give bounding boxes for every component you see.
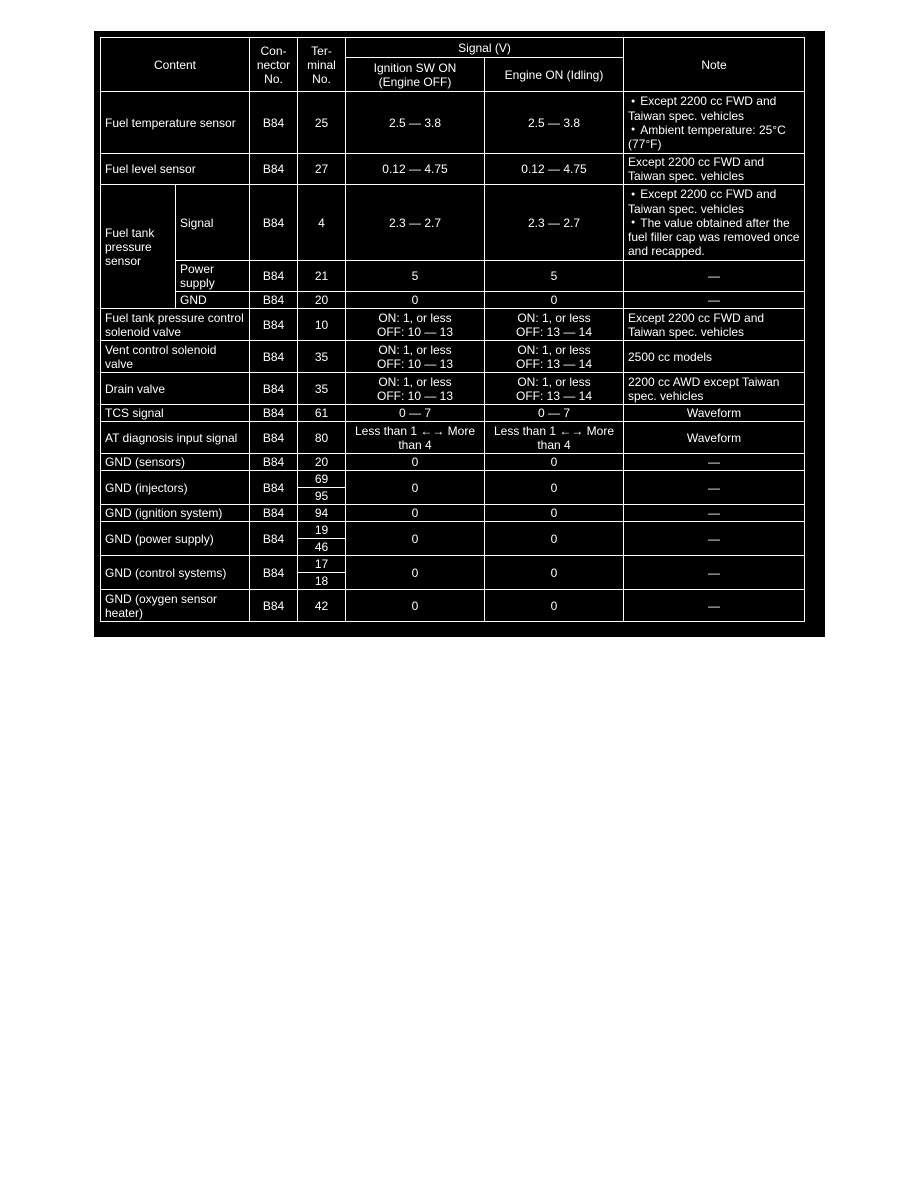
row-content: Power supply [176,261,250,292]
table-row [101,590,805,622]
row-ign-value: 2.3 — 2.7 [346,185,485,261]
row-terminal: 19 [298,522,346,539]
row-terminal: 42 [298,590,346,622]
row-note: — [624,261,805,292]
row-note: Waveform [624,405,805,422]
row-content: Drain valve [101,373,250,405]
row-terminal: 27 [298,154,346,185]
row-content: Fuel tank pressure control solenoid valve [101,309,250,341]
row-ign-value: 2.5 — 3.8 [346,92,485,154]
row-note: — [624,556,805,590]
row-eng-value: 2.3 — 2.7 [485,185,624,261]
row-note: 2500 cc models [624,341,805,373]
header-signal: Signal (V) [346,38,624,58]
row-connector: B84 [250,341,298,373]
header-content: Content [101,38,250,92]
table-row [101,261,805,292]
row-content: Fuel temperature sensor [101,92,250,154]
row-terminal: 95 [298,488,346,505]
row-terminal: 10 [298,309,346,341]
row-ign-value: 0 [346,522,485,556]
row-connector: B84 [250,471,298,505]
row-note: — [624,590,805,622]
table-row [101,154,805,185]
table-row [101,556,805,573]
row-content: AT diagnosis input signal [101,422,250,454]
row-content: Vent control solenoid valve [101,341,250,373]
row-content: GND (sensors) [101,454,250,471]
row-note: Except 2200 cc FWD and Taiwan spec. vehicles [624,309,805,341]
row-content: GND (ignition system) [101,505,250,522]
row-connector: B84 [250,522,298,556]
row-terminal: 20 [298,454,346,471]
row-note: — [624,505,805,522]
row-connector: B84 [250,454,298,471]
row-connector: B84 [250,92,298,154]
row-ign-value: ON: 1, or less OFF: 10 — 13 [346,341,485,373]
row-terminal: 35 [298,373,346,405]
table-row [101,454,805,471]
row-connector: B84 [250,185,298,261]
row-terminal: 35 [298,341,346,373]
row-connector: B84 [250,154,298,185]
row-note: — [624,292,805,309]
row-connector: B84 [250,292,298,309]
table-row [101,471,805,488]
header-connector: Con- nector No. [250,38,298,92]
row-content: Signal [176,185,250,261]
row-ign-value: 5 [346,261,485,292]
spec-table-frame [94,31,825,637]
row-eng-value: 5 [485,261,624,292]
row-note: ● Except 2200 cc FWD and Taiwan spec. vehicles ● The value obtained after the fuel filler cap was removed once and recapped. [624,185,805,261]
row-group-label: Fuel tank pressure sensor [101,185,176,309]
row-note: Waveform [624,422,805,454]
row-eng-value: 0 [485,292,624,309]
row-terminal: 94 [298,505,346,522]
row-content: GND [176,292,250,309]
row-content: TCS signal [101,405,250,422]
row-ign-value: ON: 1, or less OFF: 10 — 13 [346,309,485,341]
row-note: 2200 cc AWD except Taiwan spec. vehicles [624,373,805,405]
row-connector: B84 [250,373,298,405]
header-terminal: Ter- minal No. [298,38,346,92]
table-row [101,292,805,309]
row-eng-value: ON: 1, or less OFF: 13 — 14 [485,341,624,373]
row-eng-value: 2.5 — 3.8 [485,92,624,154]
row-terminal: 46 [298,539,346,556]
row-ign-value: 0 — 7 [346,405,485,422]
row-ign-value: 0 [346,454,485,471]
row-eng-value: 0 [485,590,624,622]
table-row [101,92,805,154]
row-connector: B84 [250,309,298,341]
row-terminal: 4 [298,185,346,261]
row-ign-value: 0 [346,292,485,309]
row-note: Except 2200 cc FWD and Taiwan spec. vehicles [624,154,805,185]
table-row [101,341,805,373]
table-row [101,505,805,522]
row-note: — [624,522,805,556]
row-content: GND (oxygen sensor heater) [101,590,250,622]
row-connector: B84 [250,405,298,422]
row-ign-value: 0.12 — 4.75 [346,154,485,185]
table-row [101,422,805,454]
table-row [101,185,805,261]
row-eng-value: 0 [485,505,624,522]
row-content: GND (power supply) [101,522,250,556]
row-eng-value: 0.12 — 4.75 [485,154,624,185]
row-connector: B84 [250,556,298,590]
row-ign-value: ON: 1, or less OFF: 10 — 13 [346,373,485,405]
row-connector: B84 [250,422,298,454]
row-ign-value: Less than 1 ←→ More than 4 [346,422,485,454]
row-terminal: 69 [298,471,346,488]
row-terminal: 18 [298,573,346,590]
row-ign-value: 0 [346,505,485,522]
table-row [101,309,805,341]
table-row [101,373,805,405]
row-note: ● Except 2200 cc FWD and Taiwan spec. vehicles ● Ambient temperature: 25°C (77°F) [624,92,805,154]
row-note: — [624,471,805,505]
row-eng-value: 0 [485,471,624,505]
row-connector: B84 [250,261,298,292]
row-eng-value: ON: 1, or less OFF: 13 — 14 [485,373,624,405]
row-content: GND (control systems) [101,556,250,590]
row-eng-value: 0 — 7 [485,405,624,422]
row-terminal: 61 [298,405,346,422]
header-ignition-on: Ignition SW ON (Engine OFF) [346,58,485,92]
header-engine-on: Engine ON (Idling) [485,58,624,92]
row-connector: B84 [250,505,298,522]
signal-spec-table [100,37,805,622]
row-terminal: 20 [298,292,346,309]
row-eng-value: ON: 1, or less OFF: 13 — 14 [485,309,624,341]
row-connector: B84 [250,590,298,622]
row-content: Fuel level sensor [101,154,250,185]
header-row [101,38,805,58]
row-terminal: 21 [298,261,346,292]
row-note: — [624,454,805,471]
row-content: GND (injectors) [101,471,250,505]
row-eng-value: 0 [485,522,624,556]
table-row [101,405,805,422]
table-row [101,522,805,539]
row-terminal: 17 [298,556,346,573]
header-note: Note [624,38,805,92]
row-eng-value: 0 [485,556,624,590]
row-eng-value: 0 [485,454,624,471]
row-ign-value: 0 [346,471,485,505]
row-eng-value: Less than 1 ←→ More than 4 [485,422,624,454]
row-terminal: 25 [298,92,346,154]
row-ign-value: 0 [346,590,485,622]
row-ign-value: 0 [346,556,485,590]
row-terminal: 80 [298,422,346,454]
